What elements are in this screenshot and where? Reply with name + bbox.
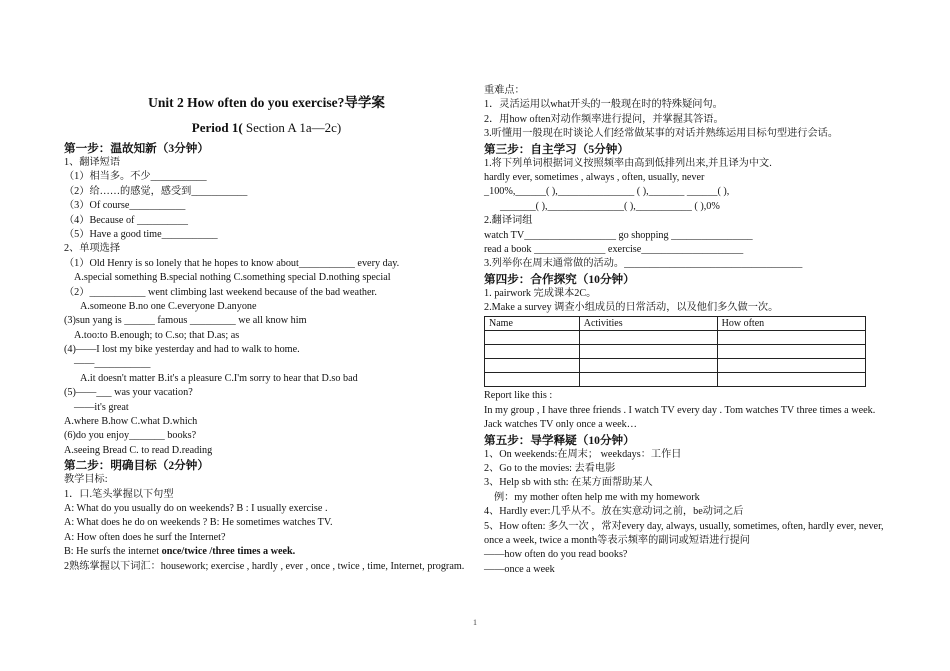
- s5-question: ——how often do you read books?: [484, 549, 628, 561]
- page-title: Unit 2 How often do you exercise?导学案: [148, 95, 385, 110]
- step5-heading: 第五步：导学释疑（10分钟）: [484, 433, 635, 447]
- table-cell[interactable]: [485, 373, 580, 387]
- table-row: [485, 345, 866, 359]
- mc-question: (4)——I lost my bike yesterday and had to walk to home.: [64, 344, 300, 356]
- mc-question: (5)——___ was your vacation?: [64, 387, 193, 399]
- dialog-line: A: How often does he surf the Internet?: [64, 531, 226, 543]
- difficulty-item: 3.听懂用一般现在时谈论人们经常做某事的对话并熟练运用目标句型进行会话。: [484, 128, 839, 140]
- table-cell[interactable]: [579, 345, 717, 359]
- mc-answer-blank: ——___________: [74, 358, 151, 370]
- mc-question: （2）___________ went climbing last weekend because of the bad weather.: [64, 286, 377, 298]
- mc-question: (3)sun yang is ______ famous _________ we all know him: [64, 315, 307, 327]
- difficulty-item: 1．灵活运用以what开头的一般现在时的特殊疑问句。: [484, 99, 723, 111]
- survey-table: [484, 316, 866, 387]
- mc-options: A.it doesn't matter B.it's a pleasure C.I'm sorry to hear that D.so bad: [80, 372, 358, 384]
- mc-options: A.where B.how C.what D.which: [64, 416, 198, 428]
- s3-words: hardly ever, sometimes , always , often, usually, never: [484, 171, 705, 183]
- s4-pairwork: 1. pairwork 完成课本2C。: [484, 287, 597, 299]
- step2-heading: 第二步：明确目标（2分钟）: [64, 459, 209, 473]
- table-row: [485, 359, 866, 373]
- mc-question: (6)do you enjoy_______ books?: [64, 430, 197, 442]
- dialog-last-normal: B: He surfs the internet: [64, 546, 162, 558]
- right-column: [484, 84, 886, 577]
- table-cell[interactable]: [485, 359, 580, 373]
- goal-2: 2熟练掌握以下词汇：housework; exercise , hardly , ever , once , twice , time, Internet, program.: [64, 560, 465, 572]
- report-label: Report like this :: [484, 390, 553, 402]
- goal-1: 1．口.笔头掌握以下句型: [64, 488, 174, 500]
- table-cell[interactable]: [717, 359, 865, 373]
- s5-item: 4、Hardly ever:几乎从不。放在实意动词之前，be动词之后: [484, 506, 744, 518]
- mc-options: A.too:to B.enough; to C.so; that D.as; as: [74, 329, 240, 341]
- difficulty-item: 2．用how often对动作频率进行提问，并掌握其答语。: [484, 113, 724, 125]
- mc-options: A.special something B.special nothing C.something special D.nothing special: [74, 272, 391, 284]
- table-cell[interactable]: [485, 345, 580, 359]
- s3-line: _100%,______( ),_______________ ( ),_______ ______( ),: [484, 186, 730, 198]
- table-cell[interactable]: [717, 345, 865, 359]
- s1-part1: 1、翻译短语: [64, 157, 121, 168]
- s5-example: 例：my mother often help me with my homework: [494, 491, 700, 503]
- mc-options: A.someone B.no one C.everyone D.anyone: [80, 300, 257, 312]
- table-cell[interactable]: [485, 331, 580, 345]
- mc-question: （1）Old Henry is so lonely that he hopes to know about___________ every day.: [64, 257, 400, 269]
- s3-phrase-line: watch TV__________________ go shopping ________________: [484, 229, 753, 241]
- left-column: [64, 141, 469, 574]
- subtitle-period: Period 1(: [191, 120, 243, 135]
- table-header-name: Name: [485, 317, 580, 331]
- s5-item: 1、On weekends:在周末； weekdays：工作日: [484, 448, 682, 460]
- s1-item: （5）Have a good time___________: [64, 228, 218, 240]
- dialog-line: A: What does he do on weekends ? B: He sometimes watches TV.: [64, 517, 333, 529]
- table-cell[interactable]: [579, 359, 717, 373]
- table-cell[interactable]: [717, 373, 865, 387]
- table-cell[interactable]: [717, 331, 865, 345]
- s5-answer: ——once a week: [484, 563, 555, 575]
- report-text: In my group , I have three friends . I watch TV every day . Tom watches TV three times a week. Jack watches TV only once a week…: [484, 404, 876, 431]
- s1-item: （4）Because of __________: [64, 214, 188, 226]
- dialog-line: A: What do you usually do on weekends? B : I usually exercise .: [64, 502, 328, 514]
- table-cell[interactable]: [579, 373, 717, 387]
- table-row: [485, 373, 866, 387]
- difficulty-label: 重难点：: [484, 85, 525, 96]
- s3-line: _______( ),_______________( ),___________ ( ),0%: [500, 200, 720, 212]
- s1-part2: 2、单项选择: [64, 243, 121, 255]
- mc-answer: ——it's great: [74, 401, 129, 413]
- step4-heading: 第四步：合作探究（10分钟）: [484, 272, 635, 286]
- page-number: 1: [473, 618, 477, 627]
- table-header-row: [485, 317, 866, 331]
- table-header-activities: Activities: [579, 317, 717, 331]
- s1-item: （1）相当多。不少___________: [64, 171, 207, 183]
- dialog-last-bold: once/twice /three times a week.: [161, 546, 296, 558]
- subtitle-section: Section A 1a—2c): [242, 120, 342, 135]
- table-row: [485, 331, 866, 345]
- page-subtitle: [64, 120, 469, 136]
- s5-item-5: 5、How often: 多久一次 ，常对every day, always, usually, sometimes, often, hardly ever, never, once a week, twice a month等表示频率的副词或短语进行提问: [484, 520, 884, 547]
- step1-heading: 第一步：温故知新（3分钟）: [64, 142, 209, 155]
- s3-intro: 1.将下列单词根据词义按照频率由高到低排列出来,并且译为中文.: [484, 157, 772, 169]
- mc-options: A.seeing Bread C. to read D.reading: [64, 444, 213, 456]
- s5-item: 3、Help sb with sth: 在某方面帮助某人: [484, 477, 653, 489]
- table-cell[interactable]: [579, 331, 717, 345]
- s5-item: 2、Go to the movies: 去看电影: [484, 463, 616, 475]
- s4-survey: 2.Make a survey 调查小组成员的日常活动，以及他们多久做一次。: [484, 302, 779, 314]
- dialog-line-last: [64, 545, 469, 559]
- table-header-how-often: How often: [717, 317, 865, 331]
- s3-phrase-line: read a book ______________ exercise____________________: [484, 243, 744, 255]
- s1-item: （3）Of course___________: [64, 200, 186, 212]
- step3-heading: 第三步：自主学习（5分钟）: [484, 142, 629, 156]
- s1-item: （2）给……的感觉，感受到___________: [64, 185, 248, 197]
- s3-translate: 2.翻译词组: [484, 215, 533, 227]
- goal-intro: 教学目标:: [64, 474, 108, 486]
- s3-list: 3.列举你在周末通常做的活动。___________________________________: [484, 258, 803, 270]
